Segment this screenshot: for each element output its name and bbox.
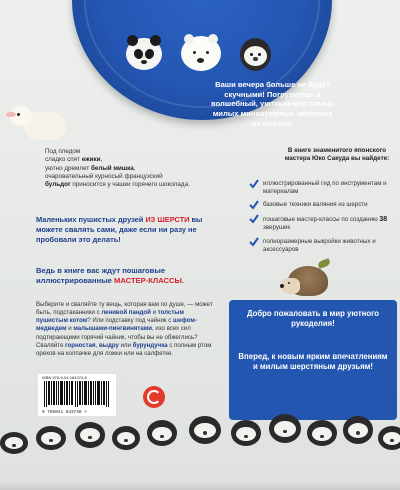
isbn-text: ISBN 978-5-04-184374-8 bbox=[42, 375, 87, 380]
welcome-callout bbox=[229, 300, 397, 420]
callout-line-2: Вперед, к новым ярким впечатлениям и милым шерстяным друзьям! bbox=[238, 352, 388, 372]
checkmark-icon bbox=[249, 237, 259, 247]
checkmark-icon bbox=[249, 200, 259, 210]
lead-paragraph-1: Маленьких пушистых друзей ИЗ ШЕРСТИ вы можете свалять сами, даже если ни разу не пробовали это делать! bbox=[36, 215, 203, 244]
penguin-figure bbox=[0, 432, 34, 486]
body-paragraph: Выберите и сваляйте ту вещь, которая вам по душе, — может быть, подстаканники с ленивой пандой и толстым пушистым котом? Или подставку под чайник с шефом-медведем и малышами-пингвинятами, изо всех сил подтирающими горячий чайник, чтобы вы не обжеглись? Сваляйте горностая, выдру или бурундучка с полным ртом орехов на колпачке для ложки или на салфетке. bbox=[36, 301, 213, 357]
panda-head-figure bbox=[126, 38, 162, 70]
back-cover: Ваши вечера больше не будут скучными! Погрузитесь в волшебный, уютный мир самых милых миниатюрных зверушек из шерсти! Под пледом сладко спят ежики, уютно дремлет белый мишка, очаровательный курносый французский бульдог приносится у чашки горячего шоколада. Маленьких пушистых друзей ИЗ ШЕРСТИ вы можете свалять сами, даже если ни разу не пробовали это делать! Ведь в книге вас ждут пошаговые иллюстрированные МАСТЕР-КЛАССЫ. Выберите и сваляйте ту вещь, которая вам по душе, — может быть, подстаканники с ленивой пандой и толстым пушистым котом? Или подставку под чайник с шефом-медведем и малышами-пингвинятами, изо всех сил подтирающими горячий чайник, чтобы вы не обжеглись? Сваляйте горностая, выдру или бурундучка с полным ртом орехов на колпачке для ложки или на салфетке. ISBN 978-5-04-184374-8 9 785041 843748 > В книге знаменитого японского мастера Юко Сакуда вы найдете: иллюстрированный гид по инструментам и материалам базовые техники валяния из шерсти пошаговые мастер-классы по созданию 38 зверушек полноразмерные выкройки животных и аксессуаров Добро пожаловать в мир уютного рукоделия! Вперед, к новым ярким впечатлениям и милым шерстяным друзьям! bbox=[0, 0, 400, 490]
hedgehog-figure bbox=[280, 266, 330, 300]
checkmark-icon bbox=[249, 214, 259, 224]
intro-paragraph: Под пледом сладко спят ежики, уютно дремлет белый мишка, очаровательный курносый французский бульдог приносится у чашки горячего шоколада. bbox=[45, 148, 190, 189]
penguin-figure bbox=[140, 420, 184, 486]
barcode-bars bbox=[44, 381, 110, 407]
bottom-shadow bbox=[0, 482, 400, 490]
penguin-head-figure bbox=[240, 38, 271, 71]
plate-tagline: Ваши вечера больше не будут скучными! Погрузитесь в волшебный, уютный мир самых милых миниатюрных зверушек из шерсти! bbox=[211, 80, 334, 128]
penguin-figure bbox=[372, 426, 400, 486]
polar-bear-head-figure bbox=[181, 36, 221, 71]
callout-line-1: Добро пожаловать в мир уютного рукоделия! bbox=[246, 309, 380, 329]
penguin-figure bbox=[182, 416, 228, 486]
barcode-number: 9 785041 843748 > bbox=[42, 410, 87, 415]
lamb-figure bbox=[10, 104, 66, 144]
penguin-figure bbox=[30, 426, 72, 486]
features-heading: В книге знаменитого японского мастера Юко Сакуда вы найдете: bbox=[284, 147, 390, 163]
checkmark-icon bbox=[249, 179, 259, 189]
lead-paragraph-2: Ведь в книге вас ждут пошаговые иллюстрированные МАСТЕР-КЛАССЫ. bbox=[36, 266, 185, 286]
penguin-parade bbox=[0, 405, 400, 490]
